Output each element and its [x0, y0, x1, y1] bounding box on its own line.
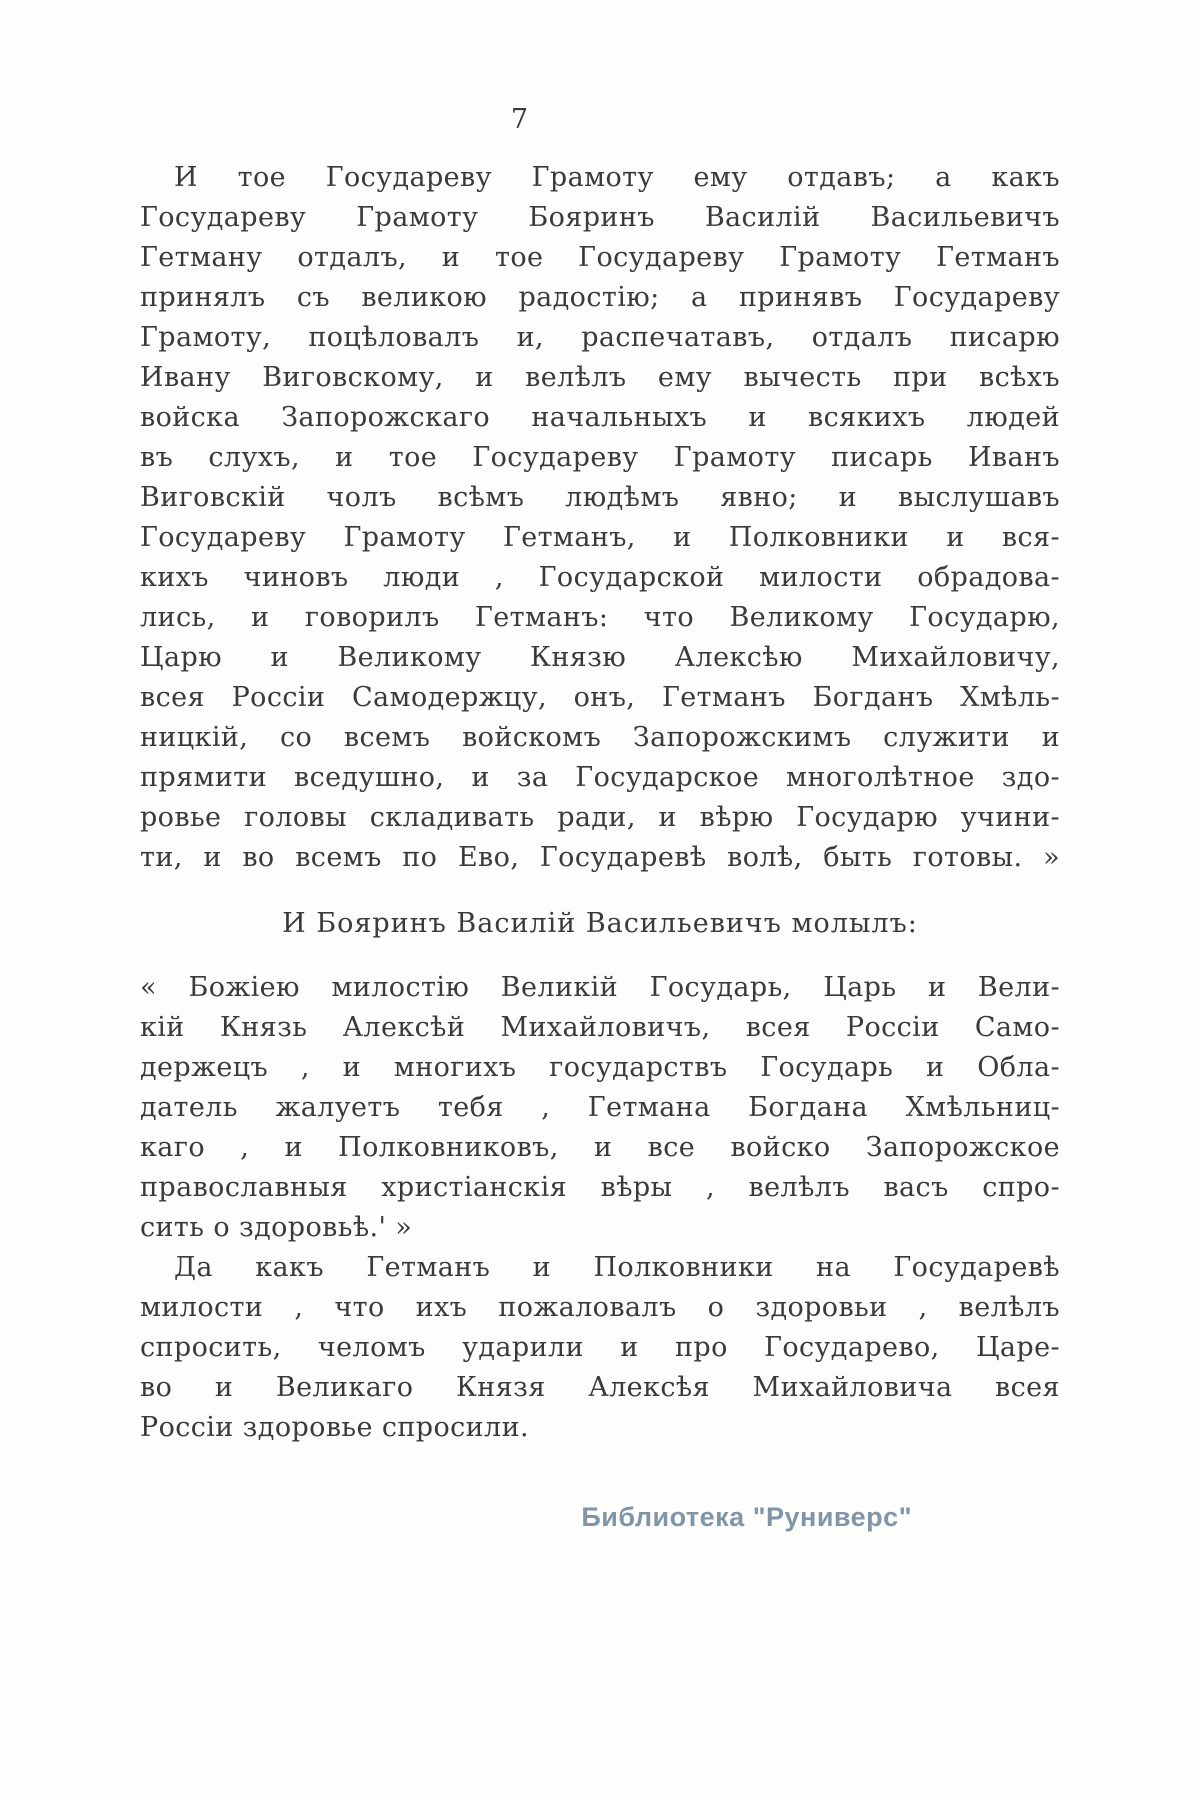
text-line: Гетману отдалъ, и тое Государеву Грамоту Гетманъ: [140, 242, 1060, 273]
text-line: кихъ чиновъ люди , Государской милости обрадова-: [140, 562, 1060, 593]
text-line: Государеву Грамоту Гетманъ, и Полковники и вся-: [140, 522, 1060, 553]
body-text: [140, 158, 1060, 1448]
text-line: войска Запорожскаго начальныхъ и всякихъ людей: [140, 402, 1060, 433]
paragraph: [140, 968, 1060, 1248]
text-line: Виговскій чолъ всѣмъ людѣмъ явно; и выслушавъ: [140, 482, 1060, 513]
text-line: кій Князь Алексѣй Михайловичъ, всея Россіи Само-: [140, 1012, 1060, 1043]
text-line: принялъ съ великою радостію; а принявъ Государеву: [140, 282, 1060, 313]
text-line: Государеву Грамоту Бояринъ Василій Васильевичъ: [140, 202, 1060, 233]
text-line: во и Великаго Князя Алексѣя Михайловича всея: [140, 1372, 1060, 1403]
text-line: Россіи здоровье спросили.: [140, 1412, 529, 1443]
text-line: милости , что ихъ пожаловалъ о здоровьи , велѣлъ: [140, 1292, 1060, 1323]
text-line: каго , и Полковниковъ, и все войско Запорожское: [140, 1132, 1060, 1163]
text-line: православныя христіанскія вѣры , велѣлъ васъ спро-: [140, 1172, 1060, 1203]
text-line: датель жалуетъ тебя , Гетмана Богдана Хмѣльниц-: [140, 1092, 1060, 1123]
text-line: въ слухъ, и тое Государеву Грамоту писарь Иванъ: [140, 442, 1060, 473]
section-heading: И Бояринъ Василій Васильевичъ молылъ:: [282, 908, 918, 939]
text-line: « Божіею милостію Великій Государь, Царь и Вели-: [140, 972, 1060, 1003]
text-line: Грамоту, поцѣловалъ и, распечатавъ, отдалъ писарю: [140, 322, 1060, 353]
watermark: Библиотека "Руниверс": [581, 1502, 912, 1532]
paragraph: [140, 1248, 1060, 1448]
text-line: держецъ , и многихъ государствъ Государь и Обла-: [140, 1052, 1060, 1083]
text-line: прямити вседушно, и за Государское многолѣтное здо-: [140, 762, 1060, 793]
text-line: ти, и во всемъ по Ево, Государевѣ волѣ, быть готовы. »: [140, 842, 1060, 873]
text-line: сить о здоровьѣ.' »: [140, 1212, 413, 1243]
text-line: Царю и Великому Князю Алексѣю Михайловичу,: [140, 642, 1060, 673]
text-line: И тое Государеву Грамоту ему отдавъ; а какъ: [174, 162, 1060, 193]
text-line: всея Россіи Самодержцу, онъ, Гетманъ Богданъ Хмѣль-: [140, 682, 1060, 713]
text-line: ницкій, со всемъ войскомъ Запорожскимъ служити и: [140, 722, 1060, 753]
page-number: 7: [510, 104, 530, 135]
text-line: Да какъ Гетманъ и Полковники на Государевѣ: [174, 1252, 1060, 1283]
text-line: лись, и говорилъ Гетманъ: что Великому Государю,: [140, 602, 1060, 633]
text-line: Ивану Виговскому, и велѣлъ ему вычесть при всѣхъ: [140, 362, 1060, 393]
text-line: спросить, челомъ ударили и про Государево, Царе-: [140, 1332, 1060, 1363]
paragraph: [140, 158, 1060, 878]
text-line: ровье головы складивать ради, и вѣрю Государю учини-: [140, 802, 1060, 833]
